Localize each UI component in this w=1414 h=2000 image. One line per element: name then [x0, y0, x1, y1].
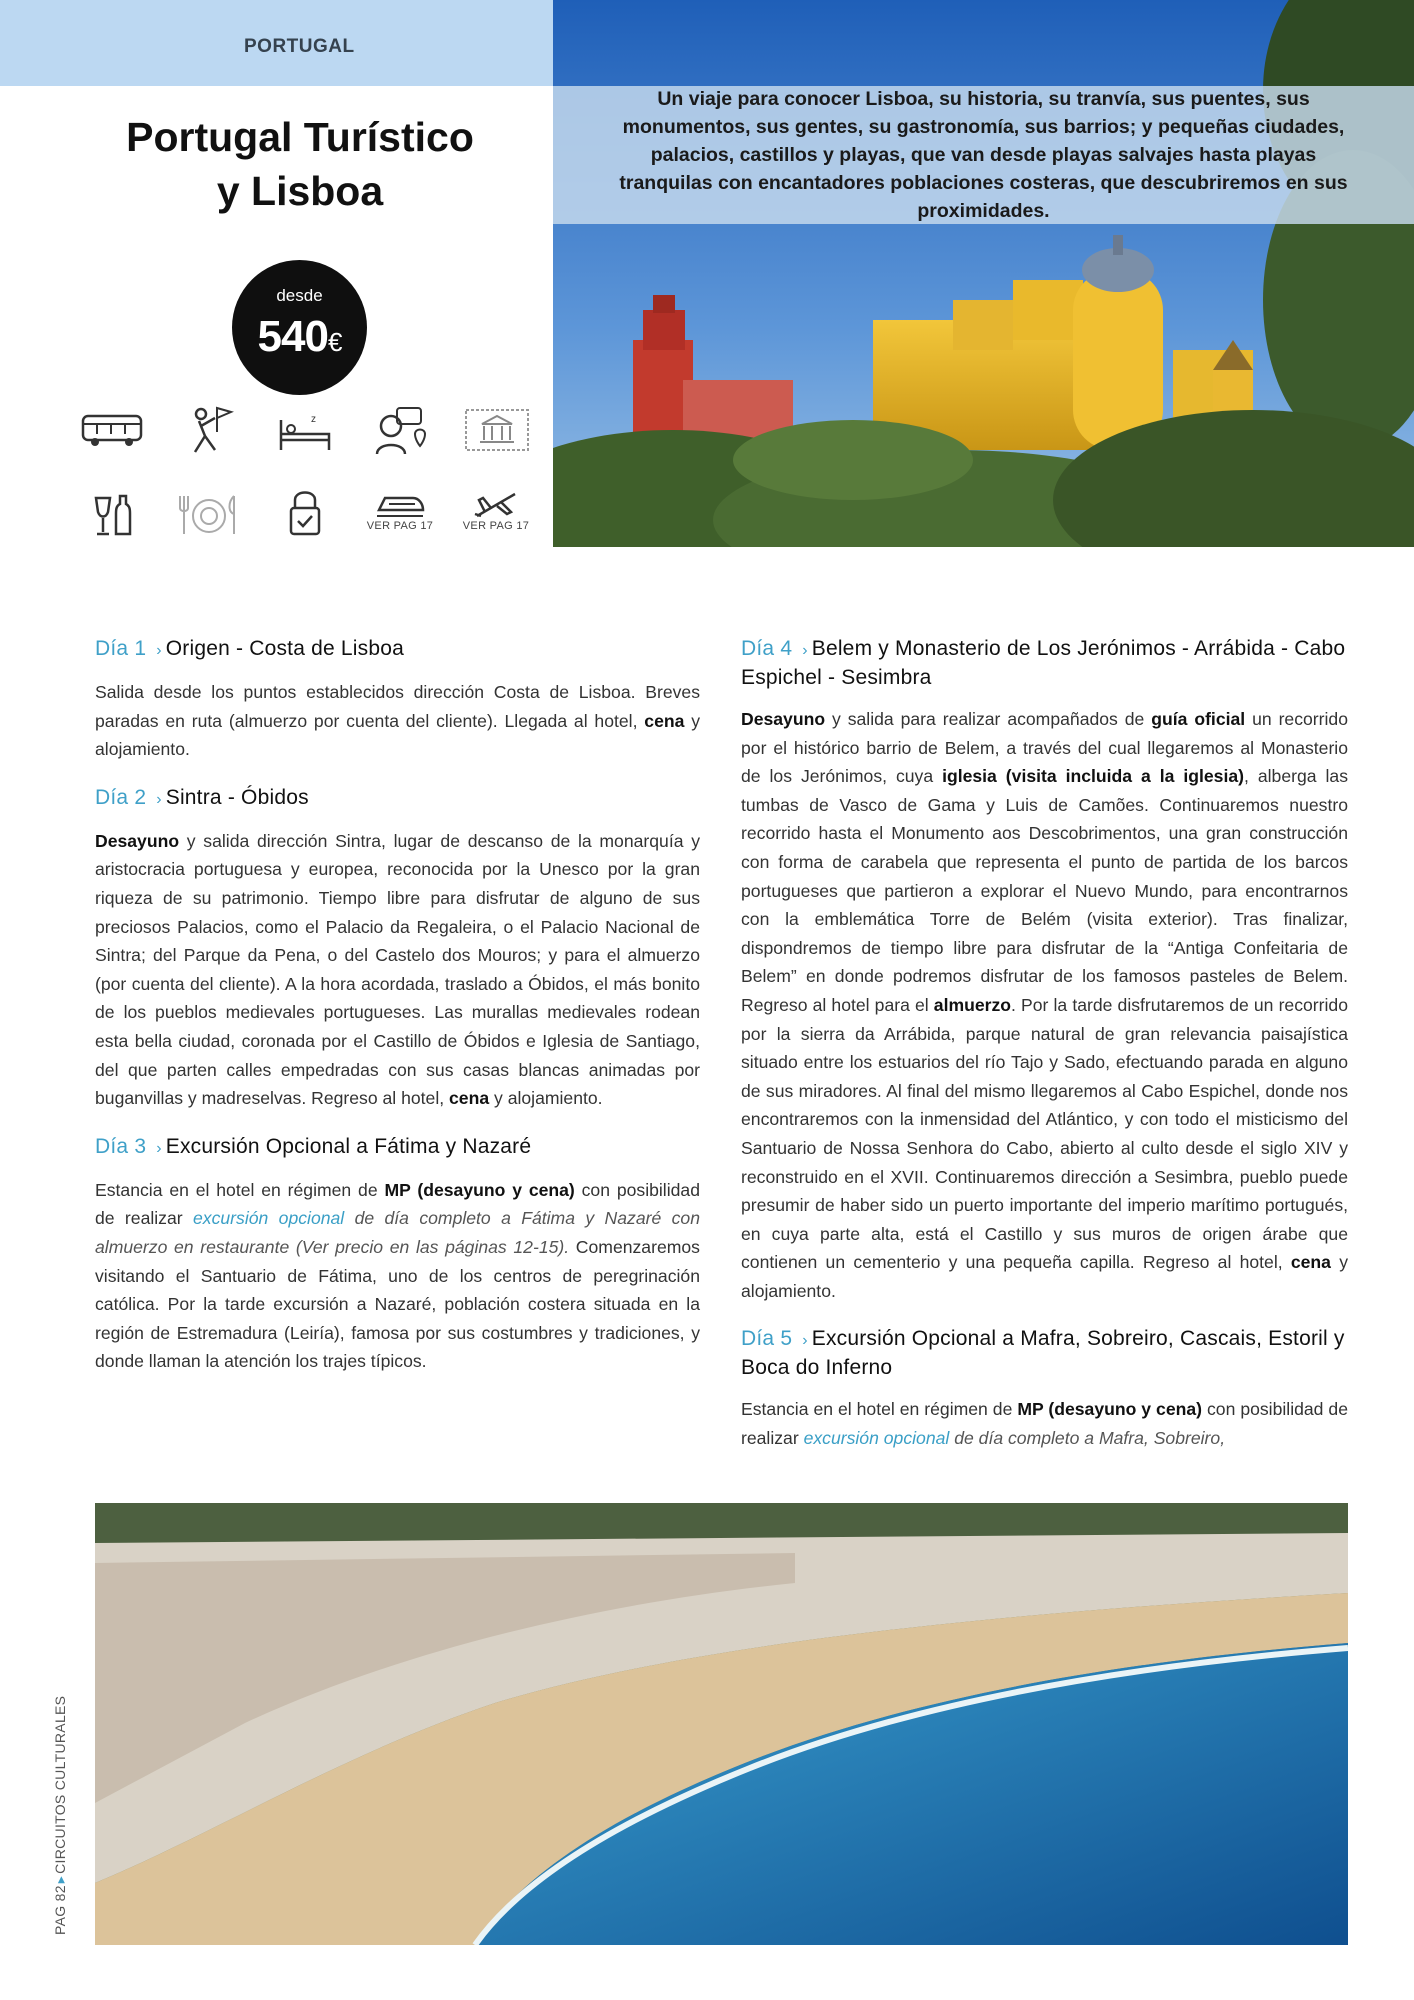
day2-heading — [95, 784, 700, 813]
local-guide-icon — [362, 404, 440, 464]
day3-heading — [95, 1133, 700, 1162]
ticket-monument-icon — [458, 404, 536, 464]
day5-number: Día 5 — [741, 1327, 793, 1351]
region-tab — [0, 0, 553, 86]
beach-photo-nazare — [95, 1503, 1348, 1945]
day4-text: Desayuno y salida para realizar acompañados de guía oficial un recorrido por el histórico barrio de Belem, a través del cual llegaremos al Monasterio de los Jerónimos, cuya iglesia (visita incluida a la iglesia), alberga las tumbas de Vasco de Gama y Luis de Camões. Continuaremos nuestro recorrido hasta el Monumento aos Descobrimentos, una gran construcción con forma de carabela que representa el punto de partida de los barcos portugueses que partieron a explorar el Nuevo Mundo, para encontrarnos con la emblemática Torre de Belém (visita exterior). Tras finalizar, dispondremos de tiempo libre para disfrutar de la “Antiga Confeitaria de Belem” en donde podremos disfrutar de los famosos pasteles de Belem. Regreso al hotel para el almuerzo. Por la tarde disfrutaremos de un recorrido por la sierra da Arrábida, parque natural de gran relevancia paisajística situado entre los estuarios del río Tajo y Sado, efectuando parada en alguno de sus miradores. Al final del mismo llegaremos al Cabo Espichel, donde nos encontraremos con la inmensidad del Atlántico, y con todo el misticismo del Santuario de Nossa Senhora do Cabo, abierto al culto desde el siglo XIV y reconstruido en el XVII. Continuaremos dirección a Sesimbra, pueblo puede presumir de haber sido un puerto importante del imperio marítimo portugués, en cuya parte alta, está el Castillo y sus muros de origen árabe que contienen un cementerio y una pequeña capilla. Regreso al hotel, cena y alojamiento. — [741, 709, 1348, 1301]
day2-number: Día 2 — [95, 785, 147, 809]
tour-title — [90, 110, 510, 218]
day1-title: Origen - Costa de Lisboa — [165, 637, 404, 660]
chevron-right-icon: › — [802, 1332, 808, 1350]
price-currency: € — [327, 327, 342, 357]
bus-icon — [74, 410, 152, 470]
section-name: CIRCUITOS CULTURALES — [52, 1695, 68, 1874]
day3-number: Día 3 — [95, 1134, 147, 1158]
optional-excursion-link[interactable]: excursión opcional — [803, 1428, 950, 1449]
meal-plate-icon — [170, 490, 248, 550]
day2-title: Sintra - Óbidos — [165, 785, 309, 809]
hero-photo-pena-palace — [553, 0, 1414, 547]
plane-icon — [471, 490, 521, 520]
intro-text: Un viaje para conocer Lisboa, su historia, su tranvía, sus puentes, sus monumentos, sus gentes, su gastronomía, sus barrios; y pequeñas ciudades, palacios, castillos y playas, que van desde playas salvajes hasta playas tranquilas con encantadores poblaciones costeras, que descubriremos en sus proximidades. — [619, 88, 1348, 222]
tour-title-line2: y Lisboa — [216, 168, 384, 214]
chevron-right-icon: › — [156, 790, 162, 808]
hotel-bed-icon — [266, 410, 344, 470]
chevron-right-icon: › — [802, 642, 808, 659]
plane-info — [448, 490, 544, 550]
insurance-lock-icon — [266, 486, 344, 546]
price-badge — [232, 260, 367, 395]
price-from-label: desde — [276, 286, 323, 305]
day2-text: Desayuno y salida dirección Sintra, lugar de descanso de la monarquía y aristocracia portuguesa y europea, reconocida por la Unesco por la gran riqueza de su patrimonio. Tiempo libre para disfrutar de alguno de sus preciosos Palacios, como el Palacio da Regaleira, o el Palacio Nacional de Sintra; del Parque da Pena, o del Castelo dos Mouros; y para el almuerzo (por cuenta del cliente). A la hora acordada, traslado a Óbidos, el más bonito de los pueblos medievales portugueses. Las murallas medievales rodean esta bella ciudad, coronada por el Castillo de Óbidos e Iglesia de Santiago, del que parten calles empedradas con sus casas blancas animadas por buganvillas y madreselvas. Regreso al hotel, cena y alojamiento. — [95, 830, 700, 1109]
tour-title-line1: Portugal Turístico — [126, 114, 474, 160]
day1-heading — [95, 635, 700, 664]
day5-title: Excursión Opcional a Mafra, Sobreiro, Cascais, Estoril y Boca do Inferno — [741, 1327, 1345, 1380]
price-value: 540 — [257, 312, 328, 361]
day1-text: Salida desde los puntos establecidos dirección Costa de Lisboa. Breves paradas en ruta (almuerzo por cuenta del cliente). Llegada al hotel, cena y alojamiento. — [95, 682, 700, 760]
itinerary-right-column — [741, 635, 1348, 1473]
optional-excursion-link[interactable]: excursión opcional — [193, 1208, 345, 1229]
day1-number: Día 1 — [95, 637, 147, 660]
train-caption: VER PAG 17 — [366, 520, 434, 532]
triangle-right-icon: ▸ — [52, 1875, 68, 1884]
day4-number: Día 4 — [741, 637, 793, 660]
chevron-right-icon: › — [156, 1139, 162, 1157]
day5-text: Estancia en el hotel en régimen de MP (desayuno y cena) con posibilidad de realizar excursión opcional de día completo a Mafra, Sobreiro, — [741, 1399, 1348, 1449]
plane-caption: VER PAG 17 — [462, 520, 530, 532]
page-footer — [52, 1696, 69, 1935]
svg-text:z: z — [311, 414, 316, 425]
day4-heading — [741, 635, 1348, 691]
train-info — [352, 490, 448, 550]
train-icon — [375, 490, 425, 520]
day3-text: Estancia en el hotel en régimen de MP (desayuno y cena) con posibilidad de realizar excursión opcional de día completo a Fátima y Nazaré con almuerzo en restaurante (Ver precio en las páginas 12-15). Comenzaremos visitando el Santuario de Fátima, uno de los centros de peregrinación católica. Por la tarde excursión a Nazaré, población costera situada en la región de Estremadura (Leiría), famosa por sus costumbres y tradiciones, y donde llaman la atención los trajes típicos. — [95, 1179, 700, 1372]
guide-flag-icon — [170, 404, 248, 464]
intro-banner — [553, 86, 1414, 224]
page-number: PAG 82 — [52, 1885, 68, 1935]
chevron-right-icon: › — [156, 642, 162, 659]
day3-title: Excursión Opcional a Fátima y Nazaré — [165, 1134, 532, 1158]
itinerary-left-column — [95, 635, 700, 1396]
wine-icon — [74, 490, 152, 550]
price-amount — [232, 312, 367, 362]
region-label: PORTUGAL — [244, 36, 355, 57]
day5-heading — [741, 1325, 1348, 1381]
day4-title: Belem y Monasterio de Los Jerónimos - Arrábida - Cabo Espichel - Sesimbra — [741, 637, 1346, 689]
